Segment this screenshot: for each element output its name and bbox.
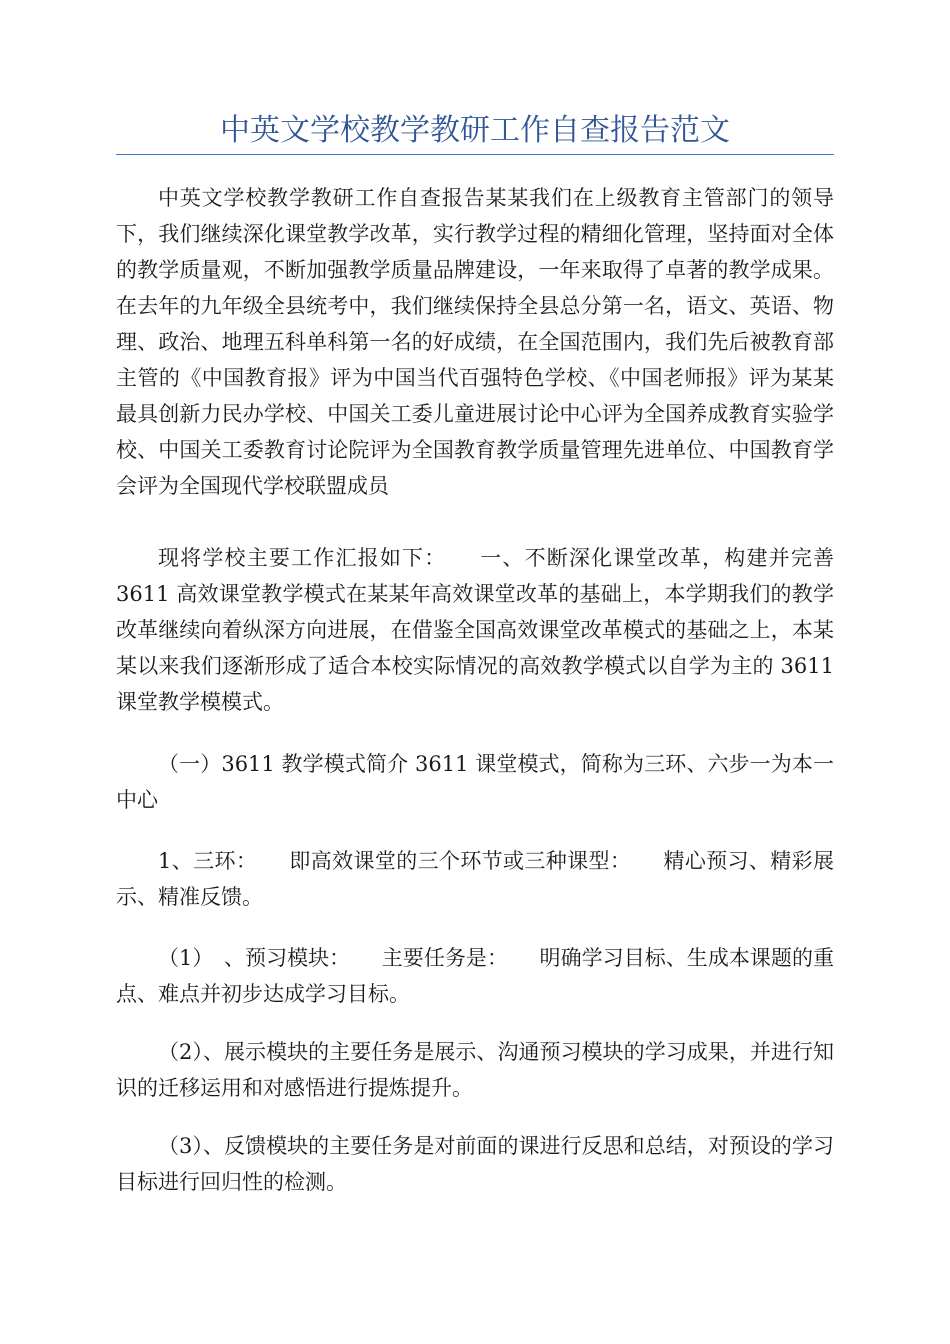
paragraph-model-intro: （一）3611 教学模式简介 3611 课堂模式，简称为三环、六步一为本一中心 <box>116 752 834 812</box>
paragraph-work-report: 现将学校主要工作汇报如下： 一、不断深化课堂改革，构建并完善 3611 高效课堂教学模式在某某年高效课堂改革的基础上，本学期我们的教学改革继续向着纵深方向进展，在借鉴全国高效课堂改革模式的基础之上，本某某以来我们逐渐形成了适合本校实际情况的高效教学模式以自学为主的 3611 课堂教学模模式。 <box>116 546 834 714</box>
paragraph-intro: 中英文学校教学教研工作自查报告某某我们在上级教育主管部门的领导下，我们继续深化课堂教学改革，实行教学过程的精细化管理，坚持面对全体的教学质量观，不断加强教学质量品牌建设，一年来取得了卓著的教学成果。在去年的九年级全县统考中，我们继续保持全县总分第一名，语文、英语、物理、政治、地理五科单科第一名的好成绩，在全国范围内，我们先后被教育部主管的《中国教育报》评为中国当代百强特色学校、《中国老师报》评为某某最具创新力民办学校、中国关工委儿童进展讨论中心评为全国养成教育实验学校、中国关工委教育讨论院评为全国教育教学质量管理先进单位、中国教育学会评为全国现代学校联盟成员 <box>116 186 834 498</box>
title-underline <box>116 154 834 155</box>
document-title: 中英文学校教学教研工作自查报告范文 <box>220 113 730 148</box>
paragraph-feedback-module: （3）、反馈模块的主要任务是对前面的课进行反思和总结，对预设的学习目标进行回归性的检测。 <box>116 1134 834 1194</box>
paragraph-preview-module: （1） 、预习模块： 主要任务是： 明确学习目标、生成本课题的重点、难点并初步达成学习目标。 <box>116 946 834 1006</box>
paragraph-three-rings: 1、三环： 即高效课堂的三个环节或三种课型： 精心预习、精彩展示、精准反馈。 <box>116 849 834 909</box>
paragraph-display-module: （2）、展示模块的主要任务是展示、沟通预习模块的学习成果，并进行知识的迁移运用和对感悟进行提炼提升。 <box>116 1040 834 1100</box>
